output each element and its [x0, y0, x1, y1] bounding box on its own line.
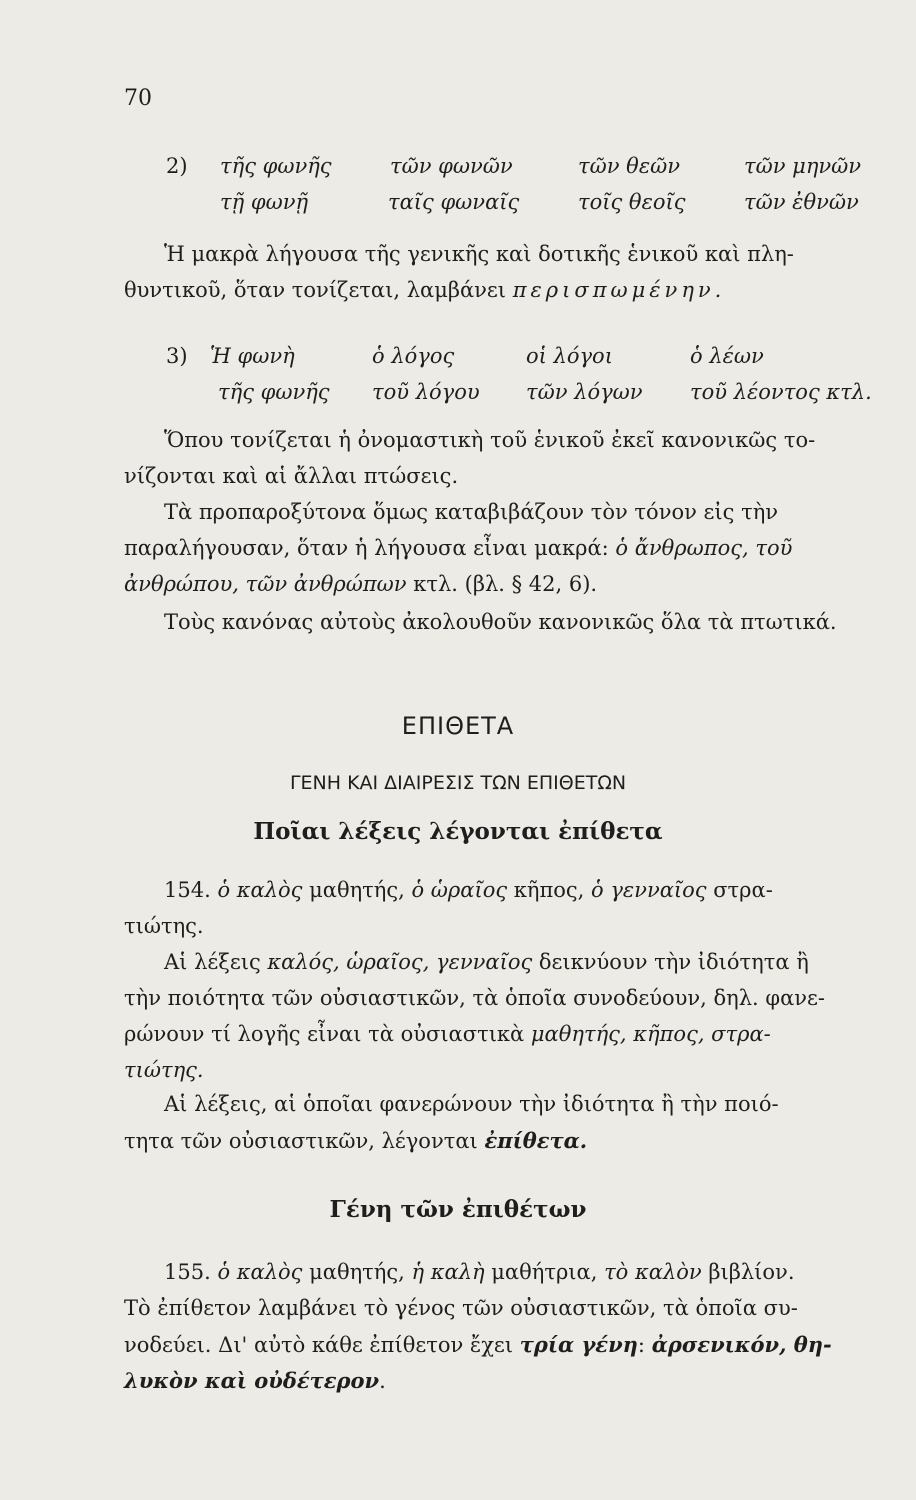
cell-3-2-4: τοῦ λέοντος κτλ.	[690, 380, 872, 404]
cell-3-2-2: τοῦ λόγου	[372, 380, 480, 404]
p155-line2: Τὸ ἐπίθετον λαμβάνει τὸ γένος τῶν οὐσιαστικῶν, τὰ ὁποῖα συ-	[124, 1296, 798, 1320]
para3-example-cont: ἀνθρώπου, τῶν ἀνθρώπων	[124, 572, 407, 596]
p155-t1: μαθητής,	[302, 1260, 412, 1284]
p154-t1: μαθητής,	[302, 878, 412, 902]
p155-line4	[124, 1370, 386, 1392]
p154-ex1: ὁ καλὸς	[217, 878, 303, 902]
p154-t2: κῆπος,	[507, 878, 592, 902]
cell-2-2-3: τοῖς θεοῖς	[578, 190, 686, 214]
p155-tria-gene: τρία γένη	[519, 1332, 638, 1357]
p154-line2: τιώτης.	[124, 914, 204, 938]
para2-line1: Ὅπου τονίζεται ἡ ὀνομαστικὴ τοῦ ἑνικοῦ ἐκεῖ κανονικῶς το-	[164, 428, 816, 452]
p155-genders: ἀρσενικόν, θη-	[651, 1332, 832, 1357]
p154b-line1	[164, 952, 809, 973]
para1-line1: Ἡ μακρὰ λήγουσα τῆς γενικῆς καὶ δοτικῆς ἑνικοῦ καὶ πλη-	[164, 242, 794, 266]
p154b-line3	[124, 1024, 771, 1045]
p154-ex3: ὁ γενναῖος	[591, 878, 707, 902]
p155-t3: βιβλίον.	[701, 1260, 795, 1284]
p154-ex2: ὁ ὡραῖος	[411, 878, 508, 902]
heading-gene-diairesis: ΓΕΝΗ ΚΑΙ ΔΙΑΙΡΕΣΙΣ ΤΩΝ ΕΠΙΘΕΤΩΝ	[289, 772, 627, 794]
p154b-t3: ρώνουν τί λογῆς εἶναι τὰ οὐσιαστικὰ	[124, 1022, 531, 1046]
p154-line1	[164, 880, 773, 901]
p154c-line2	[124, 1130, 587, 1152]
p155-colon: :	[637, 1333, 652, 1357]
cell-2-2-2: ταῖς φωναῖς	[388, 190, 520, 214]
p155-genders-cont: λυκὸν καὶ οὐδέτερον	[124, 1368, 380, 1393]
para1-term-perispomene: περισπωμένην.	[512, 278, 726, 302]
p155-ex3: τὸ καλὸν	[604, 1260, 702, 1284]
p154c-line1: Αἱ λέξεις, αἱ ὁποῖαι φανερώνουν τὴν ἰδιότητα ἢ τὴν ποιό-	[164, 1092, 779, 1116]
para1-line2	[124, 280, 725, 301]
para3-line2	[124, 538, 792, 559]
p155-period: .	[379, 1369, 386, 1393]
p155-ex1: ὁ καλὸς	[217, 1260, 303, 1284]
p154b-line4: τιώτης.	[124, 1058, 204, 1082]
cell-3-1-4: ὁ λέων	[690, 344, 764, 368]
cell-2-1-4: τῶν μηνῶν	[744, 154, 862, 178]
para3-line3	[124, 574, 597, 595]
p155-t4: νοδεύει. Δι' αὐτὸ κάθε ἐπίθετον ἔχει	[124, 1333, 520, 1357]
p154b-t1: Αἱ λέξεις	[164, 950, 268, 974]
para3-example: ὁ ἄνθρωπος, τοῦ	[615, 536, 793, 560]
heading-gene-ton-epitheton: Γένη τῶν ἐπιθέτων	[329, 1196, 587, 1223]
para3-line2-text: παραλήγουσαν, ὅταν ἡ λήγουσα εἶναι μακρά:	[124, 536, 616, 560]
page-number: 70	[124, 86, 152, 111]
p155-line3	[124, 1334, 832, 1356]
cell-2-1-1: τῆς φωνῆς	[220, 154, 332, 178]
para1-line2-text: θυντικοῦ, ὅταν τονίζεται, λαμβάνει	[124, 278, 513, 302]
para3-line1: Τὰ προπαροξύτονα ὅμως καταβιβάζουν τὸν τόνον εἰς τὴν	[164, 500, 779, 524]
heading-epitheta: ΕΠΙΘΕΤΑ	[401, 712, 515, 740]
p155-ex2: ἡ καλὴ	[411, 1260, 485, 1284]
p155-number: 155.	[164, 1260, 211, 1284]
p154c-term-epitheta: ἐπίθετα.	[484, 1128, 588, 1153]
p154c-t1: τητα τῶν οὐσιαστικῶν, λέγονται	[124, 1129, 485, 1153]
cell-2-2-4: τῶν ἐθνῶν	[744, 190, 859, 214]
p154b-nouns: μαθητής, κῆπος, στρα-	[530, 1022, 771, 1046]
heading-poiai-lexeis: Ποῖαι λέξεις λέγονται ἐπίθετα	[253, 818, 663, 845]
p154-t3: στρα-	[706, 878, 773, 902]
p154b-t2: δεικνύουν τὴν ἰδιότητα ἢ	[532, 950, 809, 974]
cell-2-2-1: τῇ φωνῇ	[220, 190, 309, 214]
cell-3-1-3: οἱ λόγοι	[526, 344, 613, 368]
section-2-label: 2)	[166, 154, 188, 178]
cell-3-1-2: ὁ λόγος	[372, 344, 455, 368]
p154b-line2: τὴν ποιότητα τῶν οὐσιαστικῶν, τὰ ὁποῖα συνοδεύουν, δηλ. φανε-	[124, 986, 826, 1010]
cell-2-1-2: τῶν φωνῶν	[390, 154, 513, 178]
cell-3-1-1: Ἡ φωνὴ	[210, 344, 295, 368]
para2-line2: νίζονται καὶ αἱ ἄλλαι πτώσεις.	[124, 464, 459, 488]
cell-3-2-1: τῆς φωνῆς	[218, 380, 330, 404]
cell-2-1-3: τῶν θεῶν	[578, 154, 680, 178]
p155-line1	[164, 1262, 795, 1283]
para4-line1: Τοὺς κανόνας αὐτοὺς ἀκολουθοῦν κανονικῶς ὅλα τὰ πτωτικά.	[164, 610, 837, 634]
para3-reference: κτλ. (βλ. § 42, 6).	[406, 572, 598, 596]
section-3-label: 3)	[166, 344, 188, 368]
p154-number: 154.	[164, 878, 211, 902]
p155-t2: μαθήτρια,	[484, 1260, 605, 1284]
p154b-words: καλός, ὡραῖος, γενναῖος	[267, 950, 533, 974]
cell-3-2-3: τῶν λόγων	[526, 380, 643, 404]
